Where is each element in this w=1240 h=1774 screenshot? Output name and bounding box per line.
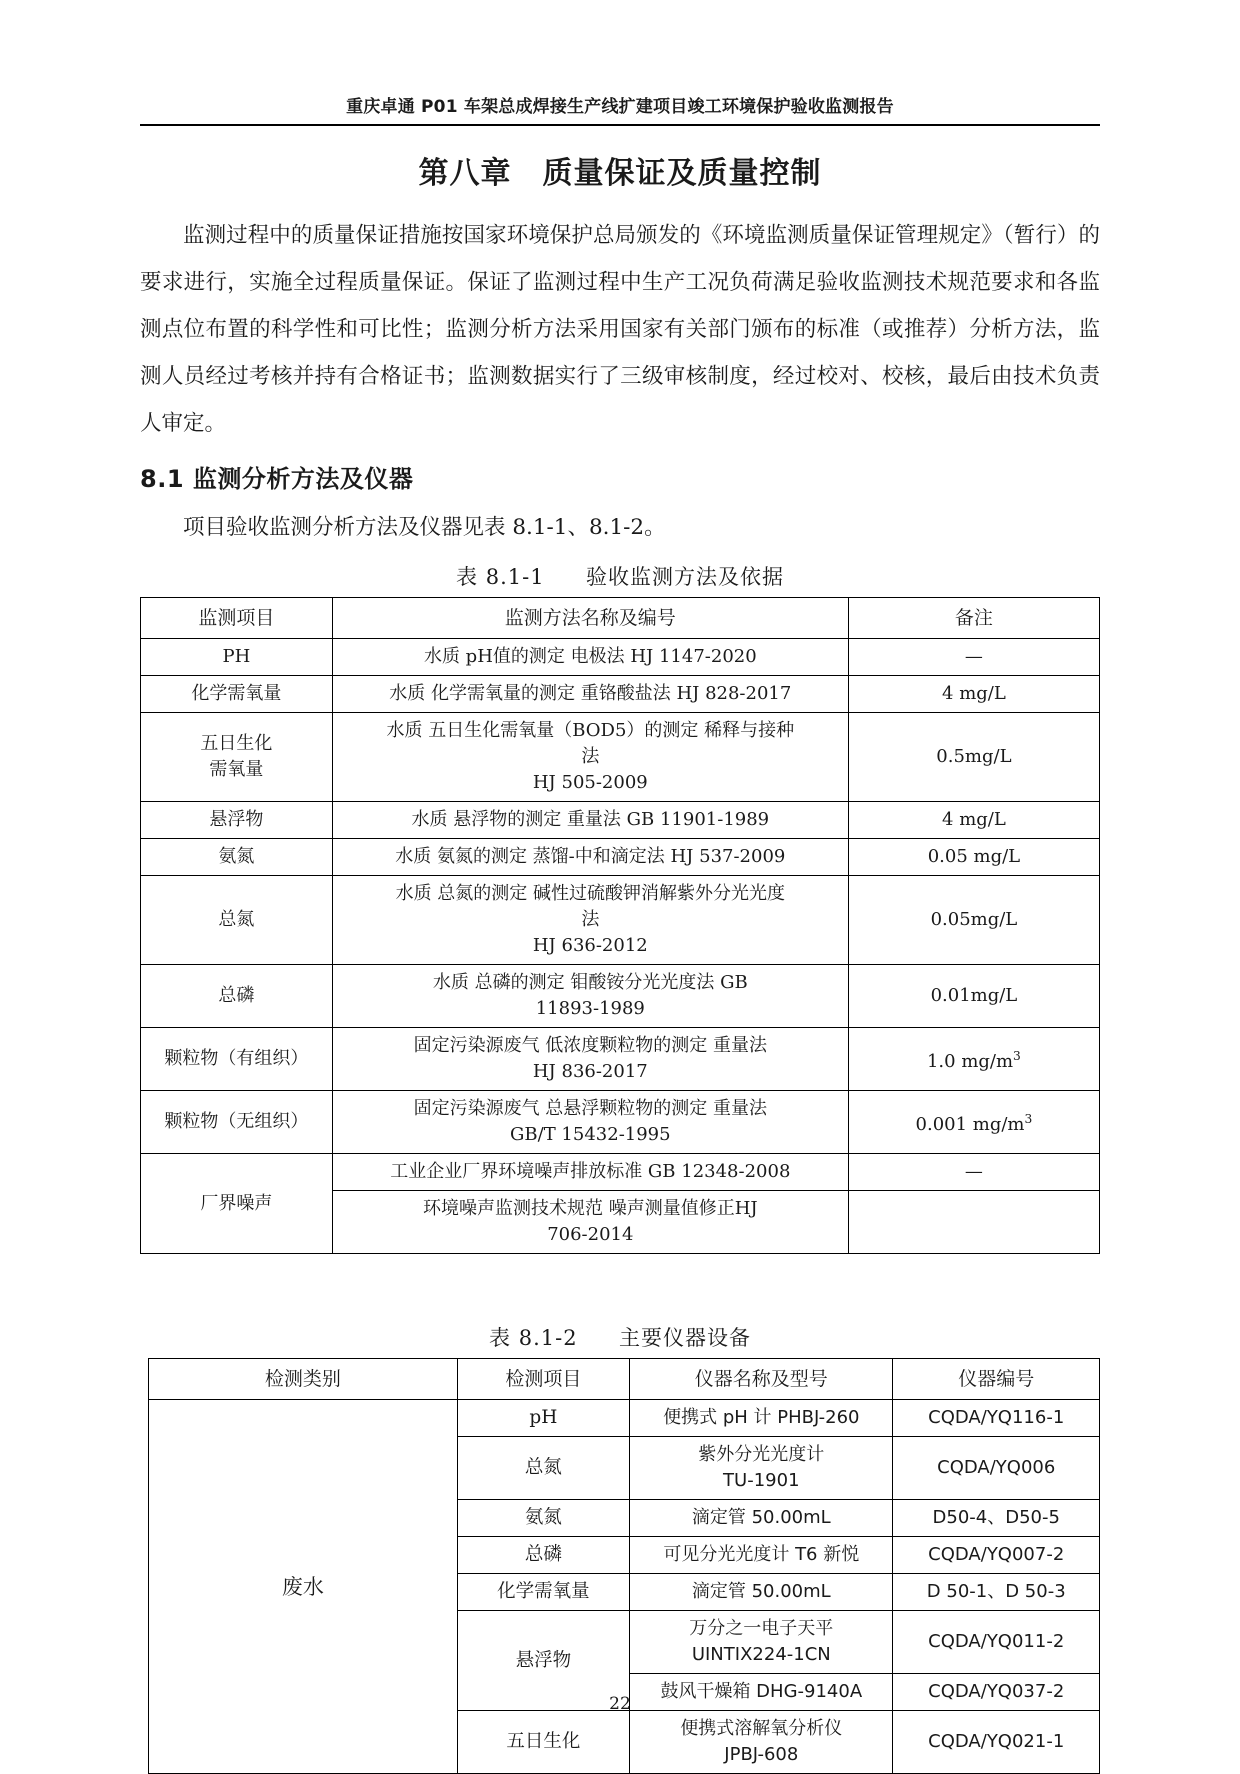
cell-method (332, 713, 848, 802)
cell-method-line2: HJ 836-2017 (532, 1061, 648, 1083)
cell-method-line2: 11893-1989 (535, 998, 645, 1020)
table-8-1-2-caption-text: 主要仪器设备 (618, 1326, 751, 1351)
cell-method: 水质 悬浮物的测定 重量法 GB 11901-1989 (332, 802, 848, 839)
cell-method-line3: HJ 505-2009 (532, 772, 648, 794)
cell-method: 水质 氨氮的测定 蒸馏-中和滴定法 HJ 537-2009 (332, 839, 848, 876)
table-row (141, 1154, 1100, 1191)
cell-method (332, 1028, 848, 1091)
cell-device-line2: TU-1901 (723, 1470, 800, 1492)
cell-item-line2: 需氧量 (209, 759, 264, 781)
cell-device: 鼓风干燥箱 DHG-9140A (630, 1674, 893, 1711)
cell-device-line1: 紫外分光光度计 (698, 1444, 825, 1466)
cell-method-line3: HJ 636-2012 (532, 935, 648, 957)
cell-method-line2: GB/T 15432-1995 (510, 1124, 671, 1146)
cell-method: 水质 化学需氧量的测定 重铬酸盐法 HJ 828-2017 (332, 676, 848, 713)
cell-note: 4 mg/L (848, 676, 1099, 713)
table-8-1-2-caption (140, 1322, 1100, 1352)
col-header-item: 监测项目 (141, 598, 333, 639)
cell-note: 0.01mg/L (848, 965, 1099, 1028)
cell-method-line1: 水质 总磷的测定 钼酸铵分光光度法 GB (432, 972, 748, 994)
table-header-row (141, 598, 1100, 639)
table-row (141, 802, 1100, 839)
table-8-1-2-caption-number: 表 8.1-2 (489, 1326, 578, 1351)
table-8-1-1 (140, 597, 1100, 1254)
cell-method-line1: 固定污染源废气 低浓度颗粒物的测定 重量法 (413, 1035, 768, 1057)
cell-note: 0.05mg/L (848, 876, 1099, 965)
table-row (141, 839, 1100, 876)
cell-device: 滴定管 50.00mL (630, 1500, 893, 1537)
cell-method (332, 1091, 848, 1154)
cell-code: CQDA/YQ011-2 (893, 1611, 1100, 1674)
table-row (141, 1091, 1100, 1154)
cell-item: 总氮 (141, 876, 333, 965)
col-header-device: 仪器名称及型号 (630, 1359, 893, 1400)
cell-code: CQDA/YQ037-2 (893, 1674, 1100, 1711)
cell-note (848, 1091, 1099, 1154)
table-row (149, 1400, 1100, 1437)
cell-method: 水质 pH值的测定 电极法 HJ 1147-2020 (332, 639, 848, 676)
cell-note (848, 1191, 1099, 1254)
cell-note: 0.5mg/L (848, 713, 1099, 802)
cell-note-value: 1.0 mg/m (926, 1051, 1014, 1073)
cell-method (332, 965, 848, 1028)
cell-device: 滴定管 50.00mL (630, 1574, 893, 1611)
cell-note-exponent: 3 (1024, 1112, 1033, 1127)
header-divider (140, 124, 1100, 126)
cell-code: CQDA/YQ116-1 (893, 1400, 1100, 1437)
table-row (141, 676, 1100, 713)
cell-item: 总磷 (457, 1537, 629, 1574)
table-row (141, 713, 1100, 802)
cell-method (332, 876, 848, 965)
cell-code: D 50-1、D 50-3 (893, 1574, 1100, 1611)
page-number: 22 (609, 1694, 631, 1714)
col-header-item: 检测项目 (457, 1359, 629, 1400)
cell-item: pH (457, 1400, 629, 1437)
cell-device-line1: 万分之一电子天平 (689, 1618, 834, 1640)
cell-device-line2: JPBJ-608 (724, 1744, 799, 1766)
cell-code: D50-4、D50-5 (893, 1500, 1100, 1537)
table-8-1-1-caption-text: 验收监测方法及依据 (585, 565, 784, 590)
cell-note: 4 mg/L (848, 802, 1099, 839)
cell-category: 废水 (149, 1400, 458, 1774)
cell-method-line2: 法 (581, 909, 600, 931)
col-header-method: 监测方法名称及编号 (332, 598, 848, 639)
cell-note: 0.05 mg/L (848, 839, 1099, 876)
section-intro-paragraph: 项目验收监测分析方法及仪器见表 8.1-1、8.1-2。 (183, 515, 666, 541)
section-spacer (140, 1254, 1100, 1312)
cell-method-line2: 706-2014 (547, 1224, 634, 1246)
cell-item: 悬浮物 (457, 1611, 629, 1711)
cell-device-line2: UINTIX224-1CN (691, 1644, 831, 1666)
table-row (141, 876, 1100, 965)
table-8-1-1-caption-number: 表 8.1-1 (456, 565, 545, 590)
cell-method-line1: 水质 总氮的测定 碱性过硫酸钾消解紫外分光光度 (395, 883, 786, 905)
cell-method-line1: 水质 五日生化需氧量（BOD5）的测定 稀释与接种 (386, 720, 795, 742)
cell-device (630, 1711, 893, 1774)
intro-paragraph: 监测过程中的质量保证措施按国家环境保护总局颁发的《环境监测质量保证管理规定》（暂行）的要求进行，实施全过程质量保证。保证了监测过程中生产工况负荷满足验收监测技术规范要求和各监测点位布置的科学性和可比性；监测分析方法采用国家有关部门颁布的标准（或推荐）分析方法，监测人员经过考核并持有合格证书；监测数据实行了三级审核制度，经过校对、校核，最后由技术负责人审定。 (140, 223, 1100, 437)
cell-item: PH (141, 639, 333, 676)
col-header-category: 检测类别 (149, 1359, 458, 1400)
cell-item-line1: 五日生化 (200, 733, 273, 755)
cell-method (332, 1191, 848, 1254)
cell-note: — (848, 639, 1099, 676)
cell-item: 厂界噪声 (141, 1154, 333, 1254)
cell-item: 颗粒物（有组织） (141, 1028, 333, 1091)
table-header-row (149, 1359, 1100, 1400)
table-row (141, 639, 1100, 676)
cell-device (630, 1611, 893, 1674)
cell-item: 氨氮 (141, 839, 333, 876)
cell-method: 工业企业厂界环境噪声排放标准 GB 12348-2008 (332, 1154, 848, 1191)
col-header-code: 仪器编号 (893, 1359, 1100, 1400)
cell-item: 化学需氧量 (141, 676, 333, 713)
cell-code: CQDA/YQ006 (893, 1437, 1100, 1500)
cell-note: — (848, 1154, 1099, 1191)
cell-device: 便携式 pH 计 PHBJ-260 (630, 1400, 893, 1437)
cell-item: 氨氮 (457, 1500, 629, 1537)
cell-note-value: 0.001 mg/m (915, 1114, 1025, 1136)
cell-device-line1: 便携式溶解氧分析仪 (680, 1718, 843, 1740)
table-row (141, 1028, 1100, 1091)
table-row (141, 965, 1100, 1028)
cell-item: 总磷 (141, 965, 333, 1028)
col-header-note: 备注 (848, 598, 1099, 639)
cell-note-exponent: 3 (1013, 1049, 1021, 1064)
cell-item: 总氮 (457, 1437, 629, 1500)
cell-code: CQDA/YQ021-1 (893, 1711, 1100, 1774)
chapter-title: 第八章 质量保证及质量控制 (418, 156, 822, 192)
table-8-1-1-caption (140, 561, 1100, 591)
cell-item (141, 713, 333, 802)
cell-device (630, 1437, 893, 1500)
cell-note (848, 1028, 1099, 1091)
cell-method-line2: 法 (581, 746, 600, 768)
cell-item: 化学需氧量 (457, 1574, 629, 1611)
cell-device: 可见分光光度计 T6 新悦 (630, 1537, 893, 1574)
section-heading-8-1: 8.1 监测分析方法及仪器 (140, 465, 414, 494)
cell-method-line1: 固定污染源废气 总悬浮颗粒物的测定 重量法 (413, 1098, 768, 1120)
cell-item: 五日生化 (457, 1711, 629, 1774)
cell-item: 颗粒物（无组织） (141, 1091, 333, 1154)
cell-method-line1: 环境噪声监测技术规范 噪声测量值修正HJ (422, 1198, 758, 1220)
running-header: 重庆卓通 P01 车架总成焊接生产线扩建项目竣工环境保护验收监测报告 (346, 97, 894, 117)
cell-code: CQDA/YQ007-2 (893, 1537, 1100, 1574)
cell-item: 悬浮物 (141, 802, 333, 839)
